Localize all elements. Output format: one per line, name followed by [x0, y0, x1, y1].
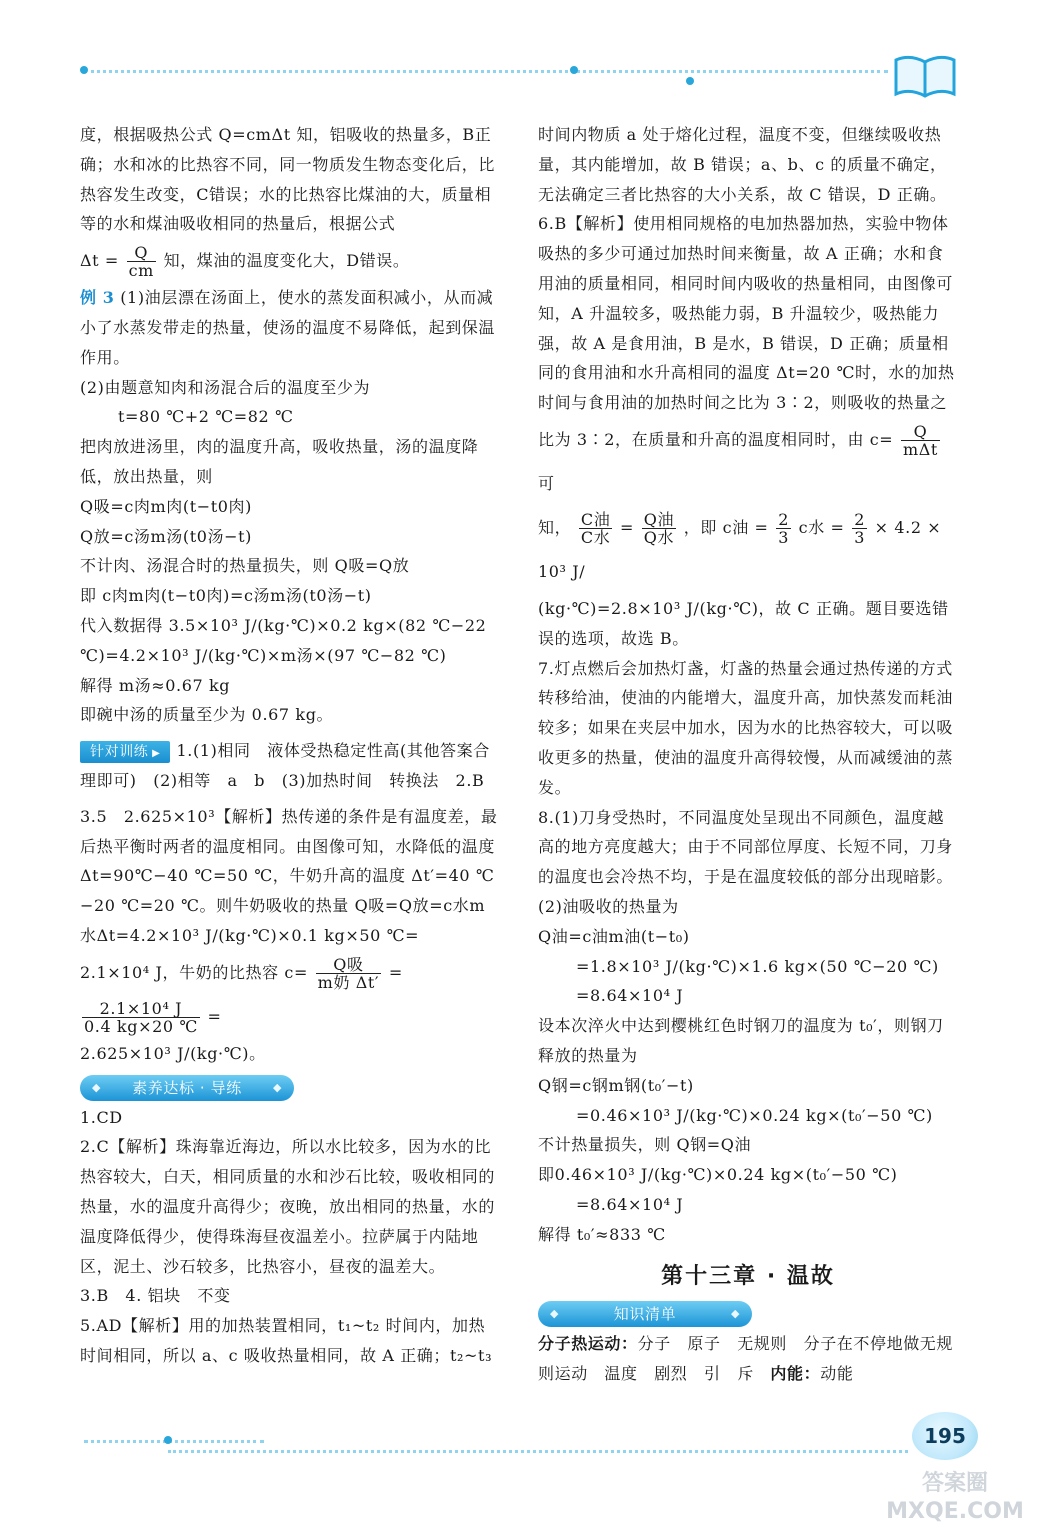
header-dot [570, 66, 578, 74]
paragraph: (1)油层漂在汤面上，使水的蒸发面积减小，从而减小了水蒸发带走的热量，使汤的温度不易降低，起到保温作用。 [80, 288, 496, 367]
equation: 解得 t₀′≈833 ℃ [538, 1224, 666, 1244]
formula-text: × 4.2 × 10³ J/ [538, 517, 942, 581]
fraction-denominator: 0.4 kg×20 ℃ [84, 1016, 198, 1036]
chapter-title: 第十三章 · 温故 [661, 1263, 835, 1289]
formula-text: 知，煤油的温度变化大，D错误。 [163, 251, 410, 271]
footer-dotted-line [84, 1440, 264, 1443]
watermark [880, 1470, 1030, 1530]
paragraph: 把肉放进汤里，肉的温度升高，吸收热量，汤的温度降低，放出热量，则 [80, 437, 479, 486]
formula-text: = [620, 517, 635, 537]
example-label: 例 3 [80, 288, 115, 308]
book-icon [892, 52, 958, 98]
paragraph: (kg·℃)=2.8×10³ J/(kg·℃)，故 C 正确。题目要选错误的选项，故选 B。 [538, 598, 949, 648]
answer-3-4: 3.B 4. 铝块 不变 [80, 1286, 231, 1306]
equation: Q钢=c钢m钢(t₀′−t) [538, 1075, 694, 1095]
formula-text: = [207, 1006, 222, 1026]
fraction-numerator: Q [901, 423, 940, 441]
answer-2: 2.C【解析】珠海靠近海边，所以水比较多，因为水的比热容较大，白天，相同质量的水和沙石比较，吸收相同的热量，水的温度升高得少；夜晚，放出相同的热量，水的温度降低得少，使得珠海昼夜温差小。拉萨属于内陆地区，泥土、沙石较多，比热容小，昼夜的温差大。 [80, 1137, 496, 1276]
header-dot [80, 66, 88, 74]
formula-text: 知， [538, 517, 572, 537]
fraction-numerator: 2 [778, 509, 789, 529]
paragraph: (2)由题意知肉和汤混合后的温度至少为 [80, 377, 371, 397]
fraction [127, 244, 156, 279]
equation: 解得 m汤≈0.67 kg [80, 675, 231, 695]
example-3 [80, 283, 500, 372]
equation: Q放=c汤m汤(t0汤−t) [80, 526, 252, 546]
equation: Q油=c油m油(t−t₀) [538, 926, 690, 946]
paragraph: 不计肉、汤混合时的热量损失，则 Q吸=Q放 [80, 556, 410, 576]
fraction [316, 956, 381, 991]
formula-line [80, 239, 500, 283]
section-header: ◆ 知识清单 ◆ [538, 1301, 752, 1327]
fraction [901, 423, 940, 458]
right-column [538, 120, 958, 1389]
formula-text: 2.1×10⁴ J，牛奶的比热容 c= [80, 962, 308, 982]
paragraph: 1.(1)相同 液体受热稳定性高(其他答案合理即可) (2)相等 a b (3)加热时间 转换法 2.B [80, 741, 490, 790]
fraction-numerator: 2.1×10⁴ J [82, 1000, 200, 1018]
fraction [82, 1000, 200, 1035]
answer-7: 7.灯点燃后会加热灯盏，灯盏的热量会通过热传递的方式转移给油，使油的内能增大，温度升高，加快蒸发而耗油较多；如果在夹层中加水，因为水的比热容较大，可以吸收更多的热量，使油的温度升高得较慢，从而减缓油的蒸发。 [538, 658, 954, 797]
formula-text: c水 = [798, 517, 845, 537]
left-column [80, 120, 500, 1371]
paragraph: 不计热量损失，则 Q钢=Q油 [538, 1135, 752, 1155]
fraction-denominator: C水 [580, 527, 611, 547]
formula-text: Δt = [80, 251, 119, 271]
equation: 即0.46×10³ J/(kg·℃)×0.24 kg×(t₀′−50 ℃) [538, 1165, 898, 1185]
paragraph: 3.5 2.625×10³【解析】热传递的条件是有温度差，最后热平衡时两者的温度相同。由图像可知，水降低的温度 Δt=90℃−40 ℃=50 ℃，牛奶升高的温度 Δt′=40 ℃−20 ℃=20 ℃。则牛奶吸收的热量 Q吸=Q放=c水m水Δt=4.2×10³ J/(kg·℃)×0.1 kg×50 ℃= [80, 806, 498, 945]
equation: 即 c肉m肉(t−t0肉)=c汤m汤(t0汤−t) [80, 586, 372, 606]
fraction [776, 511, 791, 546]
equation: =8.64×10⁴ J [576, 986, 684, 1006]
fraction-denominator: 3 [854, 527, 865, 547]
paragraph: 即碗中汤的质量至少为 0.67 kg。 [80, 705, 334, 725]
paragraph: 动能 [820, 1364, 854, 1384]
fraction-numerator: 2 [854, 509, 865, 529]
formula-text: 可 [538, 473, 555, 493]
watermark-text: MXQE.COM [886, 1499, 1024, 1524]
fraction-numerator: C油 [580, 509, 611, 529]
paragraph: (2)油吸收的热量为 [538, 896, 679, 916]
fraction-denominator: 3 [778, 527, 789, 547]
fraction [642, 511, 676, 546]
formula-text: ，即 c油 = [683, 517, 769, 537]
answer-5: 5.AD【解析】用的加热装置相同，t₁~t₂ 时间内，加热时间相同，所以 a、c 吸收热量相同，故 A 正确；t₂~t₃ [80, 1316, 493, 1365]
formula-line [538, 418, 958, 506]
paragraph: 分子 原子 无规则 分子在不停地做无规则运动 温度 剧烈 引 斥 [538, 1334, 954, 1384]
paragraph: 时间内物质 a 处于熔化过程，温度不变，但继续吸收热量，其内能增加，故 B 错误；a、b、c 的质量不确定，无法确定三者比热容的大小关系，故 C 错误，D 正确。 [538, 125, 947, 204]
term-label: 内能： [770, 1364, 821, 1384]
fraction [852, 511, 867, 546]
paragraph: 设本次淬火中达到樱桃红色时钢刀的温度为 t₀′，则钢刀释放的热量为 [538, 1016, 944, 1065]
knowledge-list [538, 1329, 958, 1389]
fraction-numerator: Q油 [643, 509, 675, 529]
fraction-numerator: Q [127, 244, 156, 262]
section-header: ◆ 素养达标 · 导练 ◆ [80, 1075, 294, 1101]
fraction-numerator: Q吸 [316, 956, 381, 974]
paragraph: 度，根据吸热公式 Q=cmΔt 知，铝吸收的热量多，B正确；水和冰的比热容不同，同一物质发生物态变化后，比热容发生改变，C错误；水的比热容比煤油的大，质量相等的水和煤油吸收相同的热量后，根据公式 [80, 125, 496, 234]
footer-dotted-line-right [168, 1450, 908, 1453]
fraction-denominator: mΔt [903, 439, 938, 459]
equation: =1.8×10³ J/(kg·℃)×1.6 kg×(50 ℃−20 ℃) [576, 956, 939, 976]
equation: t=80 ℃+2 ℃=82 ℃ [118, 407, 294, 427]
answer-8: 8.(1)刀身受热时，不同温度处呈现出不同颜色，温度越高的地方亮度越大；由于不同部位厚度、长短不同，刀身的温度也会冷热不均，于是在温度较低的部分出现暗影。 [538, 807, 954, 887]
training-tag: 针对训练 ▶ [80, 741, 170, 763]
term-label: 分子热运动： [538, 1334, 638, 1354]
training-1 [80, 736, 500, 796]
equation: Q吸=c肉m肉(t−t0肉) [80, 496, 252, 516]
footer-dot [164, 1436, 172, 1444]
page-number: 195 [912, 1412, 978, 1460]
fraction-denominator: m奶 Δt′ [317, 972, 380, 992]
fraction-denominator: cm [128, 261, 154, 281]
formula-line [80, 951, 500, 1039]
fraction [579, 511, 612, 546]
answer-1: 1.CD [80, 1107, 123, 1127]
header-dotted-line-right [576, 70, 888, 73]
fraction-denominator: Q水 [643, 527, 675, 547]
answer-6: 6.B【解析】使用相同规格的电加热器加热，实验中物体吸热的多少可通过加热时间来衡量，故 A 正确；水和食用油的质量相同，相同时间内吸收的热量相同，由图像可知，A 升温较多，吸热能力弱，B 升温较少，吸热能力强，故 A 是食用油，B 是水，B 错误，D 正确；质量相同的食用油和水升高相同的温度 Δt=20 ℃时，水的加热时间与食用油的加热时间之比为 3∶2，则吸收的热量之 [538, 214, 955, 413]
formula-line [538, 506, 958, 594]
formula-text: = [388, 962, 403, 982]
watermark-text: 答案圈 [921, 1471, 988, 1496]
equation: 2.625×10³ J/(kg·℃)。 [80, 1043, 266, 1063]
paragraph: 代入数据得 3.5×10³ J/(kg·℃)×0.2 kg×(82 ℃−22 ℃)=4.2×10³ J/(kg·℃)×m汤×(97 ℃−82 ℃) [80, 615, 487, 665]
equation: =8.64×10⁴ J [576, 1194, 684, 1214]
equation: =0.46×10³ J/(kg·℃)×0.24 kg×(t₀′−50 ℃) [576, 1105, 933, 1125]
formula-text: 比为 3∶2，在质量和升高的温度相同时，由 c= [538, 429, 894, 449]
header-dot [686, 77, 694, 85]
